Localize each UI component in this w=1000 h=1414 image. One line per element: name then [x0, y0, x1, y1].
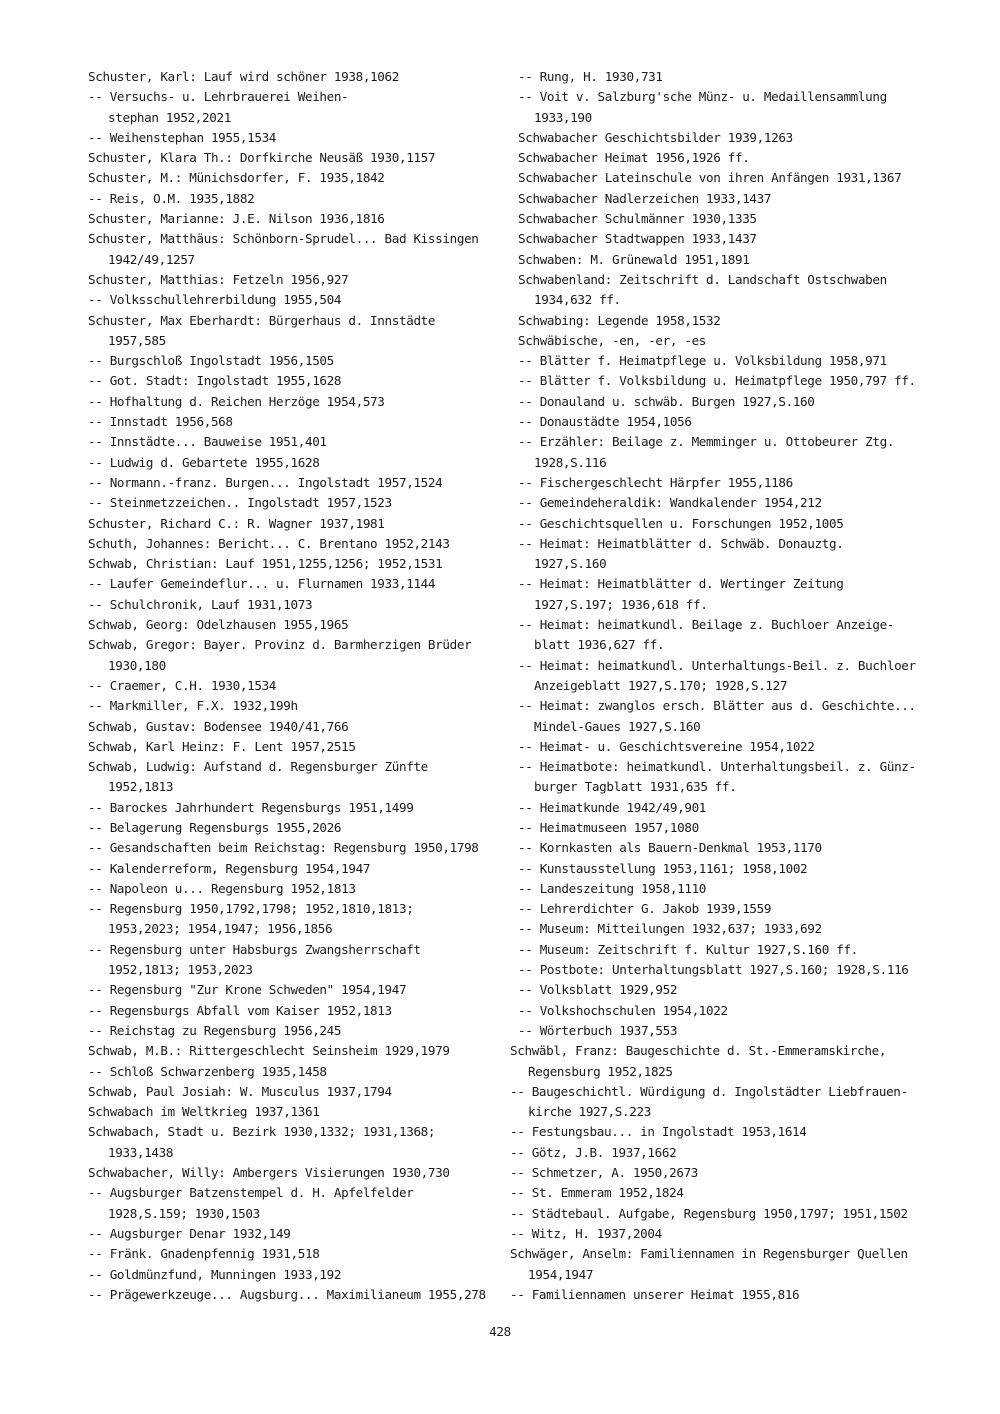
- index-entry-line: -- Blätter f. Volksbildung u. Heimatpflege 1950,797 ff.: [518, 373, 916, 389]
- index-entry-line: Schwabach, Stadt u. Bezirk 1930,1332; 1931,1368;: [88, 1124, 436, 1140]
- index-entry-line: -- Belagerung Regensburgs 1955,2026: [88, 819, 342, 835]
- index-entry-line: -- Heimat: Heimatblätter d. Wertinger Zeitung: [518, 576, 844, 592]
- index-entry-line: -- Museum: Zeitschrift f. Kultur 1927,S.160 ff.: [518, 941, 858, 957]
- index-entry-line: -- Gesandschaften beim Reichstag: Regensburg 1950,1798: [88, 840, 479, 856]
- index-entry-line: -- Familiennamen unserer Heimat 1955,816: [510, 1286, 800, 1302]
- index-entry-line: -- Festungsbau... in Ingolstadt 1953,1614: [510, 1124, 807, 1140]
- index-entry-line: 1930,180: [108, 657, 166, 673]
- index-entry-line: -- Versuchs- u. Lehrbrauerei Weihen-: [88, 89, 349, 105]
- index-entry-line: -- Kalenderreform, Regensburg 1954,1947: [88, 860, 371, 876]
- index-entry-line: stephan 1952,2021: [108, 109, 231, 125]
- index-entry-line: -- Witz, H. 1937,2004: [510, 1225, 662, 1241]
- index-entry-line: -- Innstadt 1956,568: [88, 414, 233, 430]
- index-entry-line: Schwab, Georg: Odelzhausen 1955,1965: [88, 617, 349, 633]
- index-entry-line: Schwab, Ludwig: Aufstand d. Regensburger Zünfte: [88, 759, 428, 775]
- index-entry-line: -- Geschichtsquellen u. Forschungen 1952,1005: [518, 515, 844, 531]
- index-entry-line: -- Schmetzer, A. 1950,2673: [510, 1165, 699, 1181]
- index-entry-line: -- Götz, J.B. 1937,1662: [510, 1144, 677, 1160]
- index-entry-line: 1933,1438: [108, 1144, 174, 1160]
- index-entry-line: -- Ludwig d. Gebartete 1955,1628: [88, 454, 320, 470]
- index-entry-line: Schwab, Gustav: Bodensee 1940/41,766: [88, 718, 349, 734]
- index-entry-line: Schuster, Marianne: J.E. Nilson 1936,1816: [88, 211, 385, 227]
- index-entry-line: -- Burgschloß Ingolstadt 1956,1505: [88, 353, 334, 369]
- index-entry-line: -- Heimat: heimatkundl. Unterhaltungs-Beil. z. Buchloer: [518, 657, 916, 673]
- index-entry-line: -- Fränk. Gnadenpfennig 1931,518: [88, 1246, 320, 1262]
- index-entry-line: Schwab, Paul Josiah: W. Musculus 1937,1794: [88, 1083, 392, 1099]
- index-entry-line: -- Normann.-franz. Burgen... Ingolstadt 1957,1524: [88, 474, 443, 490]
- index-entry-line: Schwäger, Anselm: Familiennamen in Regensburger Quellen: [510, 1246, 908, 1262]
- index-entry-line: -- Heimat: Heimatblätter d. Schwäb. Donauztg.: [518, 535, 844, 551]
- page-number: 428: [489, 1324, 511, 1339]
- index-entry-line: Schwab, M.B.: Rittergeschlecht Seinsheim 1929,1979: [88, 1043, 450, 1059]
- index-entry-line: Schuster, Matthäus: Schönborn-Sprudel... Bad Kissingen: [88, 231, 479, 247]
- index-entry-line: Schwabacher, Willy: Ambergers Visierungen 1930,730: [88, 1165, 450, 1181]
- index-entry-line: -- Heimat: zwanglos ersch. Blätter aus d. Geschichte...: [518, 698, 916, 714]
- index-entry-line: -- Museum: Mitteilungen 1932,637; 1933,692: [518, 921, 822, 937]
- index-entry-line: -- Volksschullehrerbildung 1955,504: [88, 292, 342, 308]
- index-entry-line: -- Napoleon u... Regensburg 1952,1813: [88, 880, 356, 896]
- right-entries: [510, 67, 930, 1305]
- index-entry-line: 1933,190: [534, 109, 592, 125]
- index-entry-line: Schuth, Johannes: Bericht... C. Brentano 1952,2143: [88, 535, 450, 551]
- index-entry-line: -- St. Emmeram 1952,1824: [510, 1185, 684, 1201]
- index-entry-line: -- Erzähler: Beilage z. Memminger u. Ottobeurer Ztg.: [518, 434, 895, 450]
- index-entry-line: Schwabacher Nadlerzeichen 1933,1437: [518, 190, 772, 206]
- index-entry-line: 1953,2023; 1954,1947; 1956,1856: [108, 921, 333, 937]
- index-entry-line: 1952,1813; 1953,2023: [108, 962, 253, 978]
- index-entry-line: -- Voit v. Salzburg'sche Münz- u. Medaillensammlung: [518, 89, 887, 105]
- index-entry-line: Schwaben: M. Grünewald 1951,1891: [518, 251, 750, 267]
- index-entry-line: blatt 1936,627 ff.: [534, 637, 665, 653]
- index-entry-line: -- Craemer, C.H. 1930,1534: [88, 677, 277, 693]
- left-entries: [88, 67, 498, 1305]
- index-entry-line: -- Heimat: heimatkundl. Beilage z. Buchloer Anzeige-: [518, 617, 895, 633]
- index-entry-line: -- Donauland u. schwäb. Burgen 1927,S.160: [518, 393, 815, 409]
- index-entry-line: -- Laufer Gemeindeflur... u. Flurnamen 1933,1144: [88, 576, 436, 592]
- index-entry-line: -- Prägewerkzeuge... Augsburg... Maximilianeum 1955,278: [88, 1286, 486, 1302]
- index-entry-line: 1928,S.159; 1930,1503: [108, 1205, 260, 1221]
- index-column-left: [88, 67, 498, 1305]
- index-entry-line: Schwab, Christian: Lauf 1951,1255,1256; 1952,1531: [88, 556, 443, 572]
- index-entry-line: -- Heimatmuseen 1957,1080: [518, 819, 699, 835]
- index-entry-line: 1952,1813: [108, 779, 174, 795]
- index-entry-line: -- Heimatbote: heimatkundl. Unterhaltungsbeil. z. Günz-: [518, 759, 916, 775]
- index-entry-line: Schuster, Klara Th.: Dorfkirche Neusäß 1930,1157: [88, 150, 436, 166]
- index-entry-line: -- Regensburg 1950,1792,1798; 1952,1810,1813;: [88, 901, 414, 917]
- index-entry-line: -- Augsburger Denar 1932,149: [88, 1225, 291, 1241]
- index-entry-line: -- Schulchronik, Lauf 1931,1073: [88, 596, 313, 612]
- index-entry-line: Anzeigeblatt 1927,S.170; 1928,S.127: [534, 677, 788, 693]
- index-entry-line: 1934,632 ff.: [534, 292, 621, 308]
- index-entry-line: burger Tagblatt 1931,635 ff.: [534, 779, 737, 795]
- index-entry-line: Schuster, Matthias: Fetzeln 1956,927: [88, 271, 349, 287]
- index-entry-line: -- Städtebaul. Aufgabe, Regensburg 1950,1797; 1951,1502: [510, 1205, 908, 1221]
- index-entry-line: -- Barockes Jahrhundert Regensburgs 1951,1499: [88, 799, 414, 815]
- index-entry-line: -- Kornkasten als Bauern-Denkmal 1953,1170: [518, 840, 822, 856]
- index-entry-line: -- Heimat- u. Geschichtsvereine 1954,1022: [518, 738, 815, 754]
- index-entry-line: -- Got. Stadt: Ingolstadt 1955,1628: [88, 373, 342, 389]
- index-entry-line: Schwäbl, Franz: Baugeschichte d. St.-Emmeramskirche,: [510, 1043, 887, 1059]
- index-entry-line: -- Hofhaltung d. Reichen Herzöge 1954,573: [88, 393, 385, 409]
- index-entry-line: Schwabacher Lateinschule von ihren Anfängen 1931,1367: [518, 170, 902, 186]
- index-entry-line: 1927,S.160: [534, 556, 607, 572]
- index-entry-line: -- Postbote: Unterhaltungsblatt 1927,S.160; 1928,S.116: [518, 962, 909, 978]
- index-entry-line: -- Volkshochschulen 1954,1022: [518, 1002, 728, 1018]
- index-entry-line: -- Volksblatt 1929,952: [518, 982, 678, 998]
- index-entry-line: Schwabenland: Zeitschrift d. Landschaft Ostschwaben: [518, 271, 887, 287]
- index-entry-line: -- Goldmünzfund, Munningen 1933,192: [88, 1266, 342, 1282]
- index-entry-line: -- Reis, O.M. 1935,1882: [88, 190, 255, 206]
- index-entry-line: Schuster, Max Eberhardt: Bürgerhaus d. Innstädte: [88, 312, 436, 328]
- index-entry-line: Schuster, M.: Münichsdorfer, F. 1935,1842: [88, 170, 385, 186]
- index-entry-line: kirche 1927,S.223: [528, 1104, 651, 1120]
- index-entry-line: -- Steinmetzzeichen.. Ingolstadt 1957,1523: [88, 495, 392, 511]
- index-column-right: [510, 67, 930, 1305]
- index-entry-line: Regensburg 1952,1825: [528, 1063, 673, 1079]
- index-entry-line: Schwab, Karl Heinz: F. Lent 1957,2515: [88, 738, 356, 754]
- index-entry-line: Schwabing: Legende 1958,1532: [518, 312, 721, 328]
- index-entry-line: -- Regensburg unter Habsburgs Zwangsherrschaft: [88, 941, 421, 957]
- index-entry-line: Schwab, Gregor: Bayer. Provinz d. Barmherzigen Brüder: [88, 637, 472, 653]
- index-entry-line: Schwabacher Geschichtsbilder 1939,1263: [518, 129, 793, 145]
- index-entry-line: -- Reichstag zu Regensburg 1956,245: [88, 1022, 342, 1038]
- index-entry-line: -- Blätter f. Heimatpflege u. Volksbildung 1958,971: [518, 353, 887, 369]
- index-entry-line: -- Landeszeitung 1958,1110: [518, 880, 707, 896]
- index-entry-line: -- Markmiller, F.X. 1932,199h: [88, 698, 298, 714]
- index-entry-line: Schuster, Richard C.: R. Wagner 1937,1981: [88, 515, 385, 531]
- index-entry-line: Mindel-Gaues 1927,S.160: [534, 718, 701, 734]
- index-entry-line: -- Donaustädte 1954,1056: [518, 414, 692, 430]
- index-entry-line: 1954,1947: [528, 1266, 594, 1282]
- index-entry-line: -- Kunstausstellung 1953,1161; 1958,1002: [518, 860, 808, 876]
- index-entry-line: Schwabacher Schulmänner 1930,1335: [518, 211, 757, 227]
- index-entry-line: -- Fischergeschlecht Härpfer 1955,1186: [518, 474, 793, 490]
- index-entry-line: Schwäbische, -en, -er, -es: [518, 332, 707, 348]
- index-entry-line: -- Heimatkunde 1942/49,901: [518, 799, 707, 815]
- index-entry-line: Schwabacher Stadtwappen 1933,1437: [518, 231, 757, 247]
- index-entry-line: -- Wörterbuch 1937,553: [518, 1022, 678, 1038]
- index-entry-line: -- Schloß Schwarzenberg 1935,1458: [88, 1063, 327, 1079]
- index-entry-line: 1928,S.116: [534, 454, 607, 470]
- index-entry-line: -- Weihenstephan 1955,1534: [88, 129, 277, 145]
- index-entry-line: Schwabach im Weltkrieg 1937,1361: [88, 1104, 320, 1120]
- index-entry-line: Schwabacher Heimat 1956,1926 ff.: [518, 150, 750, 166]
- index-entry-line: -- Lehrerdichter G. Jakob 1939,1559: [518, 901, 772, 917]
- index-entry-line: 1957,585: [108, 332, 166, 348]
- index-entry-line: 1927,S.197; 1936,618 ff.: [534, 596, 708, 612]
- index-entry-line: -- Rung, H. 1930,731: [518, 69, 663, 84]
- index-entry-line: -- Innstädte... Bauweise 1951,401: [88, 434, 327, 450]
- index-entry-line: -- Gemeindeheraldik: Wandkalender 1954,212: [518, 495, 822, 511]
- index-entry-line: -- Regensburgs Abfall vom Kaiser 1952,1813: [88, 1002, 392, 1018]
- index-entry-line: -- Augsburger Batzenstempel d. H. Apfelfelder: [88, 1185, 414, 1201]
- index-entry-line: 1942/49,1257: [108, 251, 195, 267]
- index-entry-line: -- Regensburg "Zur Krone Schweden" 1954,1947: [88, 982, 407, 998]
- index-entry-line: -- Baugeschichtl. Würdigung d. Ingolstädter Liebfrauen-: [510, 1083, 908, 1099]
- index-entry-line: Schuster, Karl: Lauf wird schöner 1938,1062: [88, 69, 399, 84]
